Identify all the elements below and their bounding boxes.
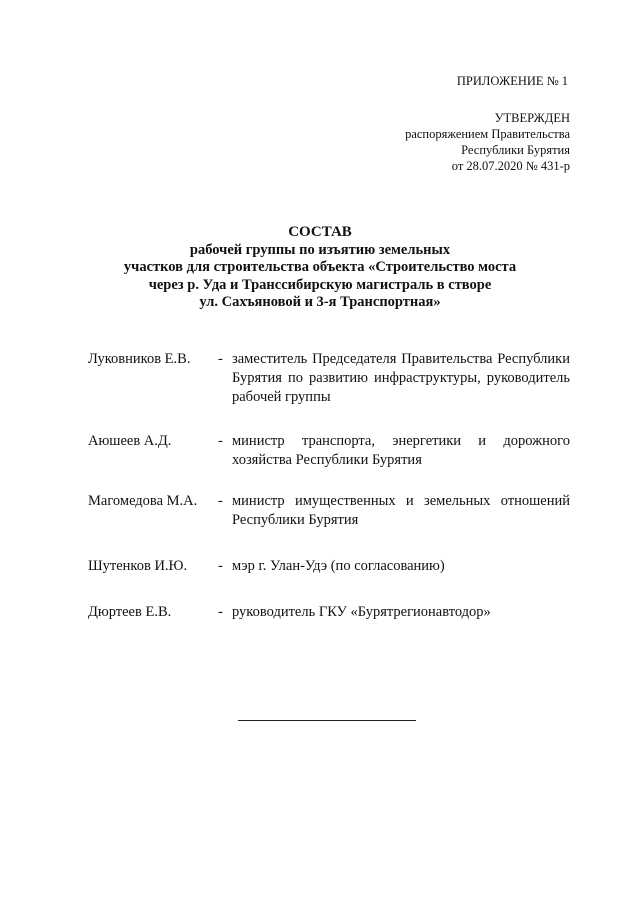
member-item — [88, 350, 570, 407]
member-dash: - — [218, 493, 223, 509]
member-role: заместитель Председателя Правительства Республики Бурятия по развитию инфраструктуры, руководитель рабочей группы — [232, 351, 570, 405]
approval-line-1: распоряжением Правительства — [405, 127, 570, 141]
member-role: руководитель ГКУ «Бурятрегионавтодор» — [232, 604, 491, 620]
approval-block — [290, 110, 570, 174]
member-dash: - — [218, 604, 223, 620]
member-name: Магомедова М.А. — [88, 493, 198, 509]
title-line-2: участков для строительства объекта «Строительство моста — [123, 259, 517, 275]
title-line-4: ул. Сахъяновой и 3-я Транспортная» — [199, 294, 441, 310]
member-item — [88, 603, 570, 622]
approval-status: УТВЕРЖДЕН — [494, 111, 570, 125]
member-role: министр имущественных и земельных отношений Республики Бурятия — [232, 493, 570, 528]
member-dash: - — [218, 351, 223, 367]
title-line-1: рабочей группы по изъятию земельных — [189, 241, 451, 258]
member-item — [88, 557, 570, 576]
member-dash: - — [218, 433, 223, 449]
member-name: Шутенков И.Ю. — [88, 558, 188, 574]
title-heading: СОСТАВ — [288, 224, 352, 240]
member-name: Аюшеев А.Д. — [88, 433, 172, 449]
appendix-label: ПРИЛОЖЕНИЕ № 1 — [456, 74, 568, 88]
member-item — [88, 492, 570, 530]
member-role: министр транспорта, энергетики и дорожного хозяйства Республики Бурятия — [232, 433, 570, 468]
member-name: Луковников Е.В. — [88, 351, 191, 367]
title-line-3: через р. Уда и Транссибирскую магистраль в створе — [148, 276, 492, 293]
document-title — [60, 224, 580, 312]
approval-line-2: Республики Бурятия — [461, 143, 570, 157]
approval-date-number: от 28.07.2020 № 431-р — [451, 159, 570, 173]
member-dash: - — [218, 558, 223, 574]
member-role: мэр г. Улан-Удэ (по согласованию) — [232, 558, 445, 574]
member-item — [88, 432, 570, 470]
member-name: Дюртеев Е.В. — [88, 604, 172, 620]
closing-divider — [238, 720, 416, 721]
